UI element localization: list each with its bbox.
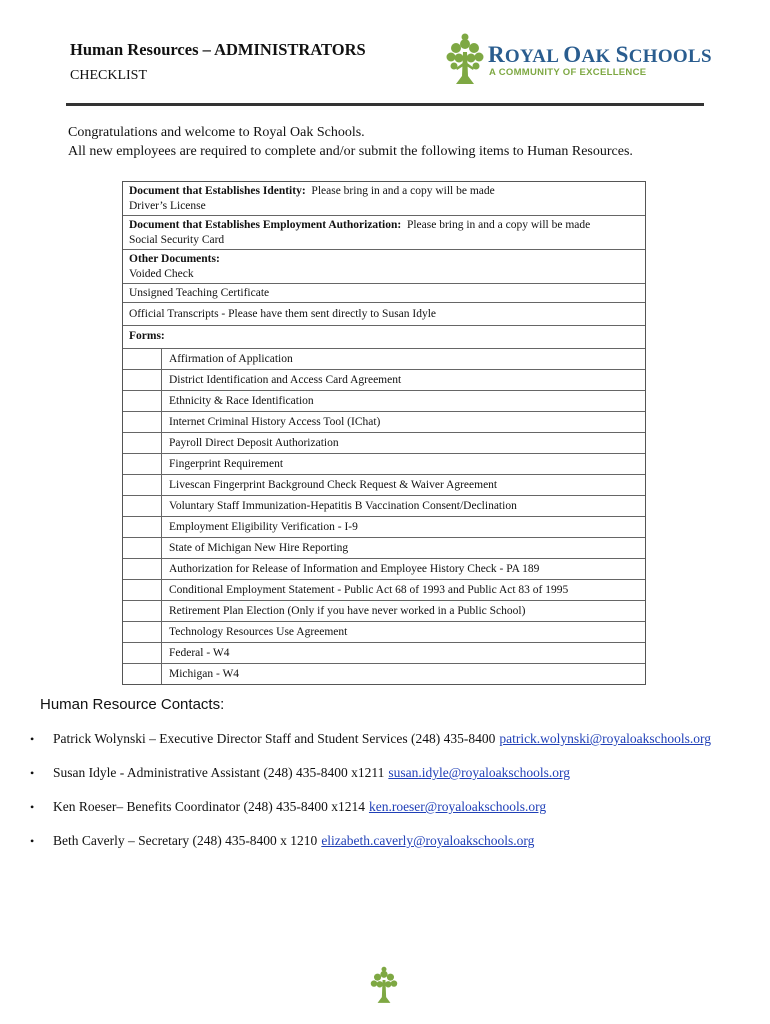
- form-row: [123, 558, 645, 579]
- page-subtitle: CHECKLIST: [70, 68, 147, 83]
- contact-email-link[interactable]: patrick.wolynski@royaloakschools.org: [499, 731, 711, 746]
- form-row: [123, 348, 645, 369]
- form-checkbox-cell[interactable]: [123, 349, 162, 369]
- form-label: Technology Resources Use Agreement: [169, 626, 348, 638]
- page-title: Human Resources – ADMINISTRATORS: [70, 40, 366, 59]
- checklist-table: [122, 181, 646, 685]
- intro-text: [68, 123, 633, 161]
- form-row: [123, 411, 645, 432]
- form-label: Livescan Fingerprint Background Check Request & Waiver Agreement: [169, 479, 498, 491]
- form-checkbox-cell[interactable]: [123, 496, 162, 516]
- form-checkbox-cell[interactable]: [123, 601, 162, 621]
- form-checkbox-cell[interactable]: [123, 664, 162, 684]
- form-row: [123, 390, 645, 411]
- form-checkbox-cell[interactable]: [123, 517, 162, 537]
- form-label: Retirement Plan Election (Only if you have never worked in a Public School): [169, 605, 526, 617]
- form-checkbox-cell[interactable]: [123, 391, 162, 411]
- identity-row: [123, 182, 645, 215]
- form-checkbox-cell[interactable]: [123, 559, 162, 579]
- form-row: [123, 642, 645, 663]
- form-label: Payroll Direct Deposit Authorization: [169, 437, 339, 449]
- form-row: [123, 621, 645, 642]
- form-row: [123, 474, 645, 495]
- footer-tree-icon: [369, 965, 399, 1005]
- contact-item: [30, 833, 534, 849]
- tree-icon: [444, 32, 486, 86]
- bullet-icon: •: [30, 834, 35, 848]
- form-label: Fingerprint Requirement: [169, 458, 284, 470]
- form-checkbox-cell[interactable]: [123, 643, 162, 663]
- form-label: Affirmation of Application: [169, 353, 293, 365]
- identity-heading: Document that Establishes Identity:: [129, 185, 306, 197]
- contact-email-link[interactable]: susan.idyle@royaloakschools.org: [388, 765, 571, 780]
- form-row: [123, 432, 645, 453]
- authorization-row: [123, 215, 645, 249]
- form-label: Employment Eligibility Verification - I-9: [169, 521, 358, 533]
- royal-oak-schools-logo: [444, 32, 712, 88]
- authorization-heading: Document that Establishes Employment Authorization:: [129, 219, 402, 231]
- form-checkbox-cell[interactable]: [123, 580, 162, 600]
- forms-heading-row: [123, 325, 645, 348]
- identity-note: Please bring in and a copy will be made: [311, 185, 495, 197]
- forms-heading: Forms:: [129, 330, 165, 342]
- contact-item: [30, 799, 546, 815]
- form-row: [123, 516, 645, 537]
- form-label: Conditional Employment Statement - Public Act 68 of 1993 and Public Act 83 of 1995: [169, 584, 569, 596]
- form-row: [123, 579, 645, 600]
- authorization-document: Social Security Card: [129, 234, 225, 246]
- form-row: [123, 495, 645, 516]
- bullet-icon: •: [30, 732, 35, 746]
- forms-list: [123, 348, 645, 684]
- intro-line-2: All new employees are required to complete and/or submit the following items to Human Resources.: [68, 144, 633, 159]
- form-checkbox-cell[interactable]: [123, 475, 162, 495]
- header-divider: [66, 103, 704, 106]
- form-label: Federal - W4: [169, 647, 230, 659]
- contact-text: Ken Roeser– Benefits Coordinator (248) 435-8400 x1214: [53, 799, 365, 814]
- other-document-item: Unsigned Teaching Certificate: [129, 287, 270, 299]
- form-label: District Identification and Access Card Agreement: [169, 374, 402, 386]
- authorization-note: Please bring in and a copy will be made: [406, 219, 591, 231]
- form-row: [123, 369, 645, 390]
- form-label: Voluntary Staff Immunization-Hepatitis B Vaccination Consent/Declination: [169, 500, 517, 512]
- identity-document: Driver’s License: [129, 200, 206, 212]
- form-row: [123, 600, 645, 621]
- contact-item: [30, 765, 570, 781]
- form-row: [123, 453, 645, 474]
- form-checkbox-cell[interactable]: [123, 538, 162, 558]
- intro-line-1: Congratulations and welcome to Royal Oak Schools.: [68, 125, 365, 140]
- form-checkbox-cell[interactable]: [123, 454, 162, 474]
- form-row: [123, 663, 645, 684]
- bullet-icon: •: [30, 766, 35, 780]
- bullet-icon: •: [30, 800, 35, 814]
- contacts-heading: Human Resource Contacts:: [40, 696, 225, 713]
- contact-text: Beth Caverly – Secretary (248) 435-8400 x 1210: [53, 833, 318, 848]
- logo-tagline: A COMMUNITY OF EXCELLENCE: [489, 67, 647, 78]
- form-label: Internet Criminal History Access Tool (IChat): [169, 416, 381, 428]
- other-document-item: Voided Check: [129, 268, 194, 280]
- other-documents-heading: Other Documents:: [129, 253, 220, 265]
- other-document-row: [123, 283, 645, 302]
- contact-text: Patrick Wolynski – Executive Director Staff and Student Services (248) 435-8400: [53, 731, 496, 746]
- form-checkbox-cell[interactable]: [123, 433, 162, 453]
- form-label: Ethnicity & Race Identification: [169, 395, 314, 407]
- form-label: Authorization for Release of Information and Employee History Check - PA 189: [169, 563, 540, 575]
- contact-email-link[interactable]: elizabeth.caverly@royaloakschools.org: [321, 833, 535, 848]
- form-row: [123, 537, 645, 558]
- form-label: State of Michigan New Hire Reporting: [169, 542, 349, 554]
- logo-name: ROYAL OAK SCHOOLS: [488, 42, 712, 67]
- contact-email-link[interactable]: ken.roeser@royaloakschools.org: [368, 799, 547, 814]
- contact-item: [30, 731, 711, 747]
- other-document-item: Official Transcripts - Please have them sent directly to Susan Idyle: [129, 308, 437, 320]
- contact-text: Susan Idyle - Administrative Assistant (248) 435-8400 x1211: [53, 765, 385, 780]
- other-documents-row: [123, 249, 645, 283]
- form-label: Michigan - W4: [169, 668, 240, 680]
- other-document-row: [123, 302, 645, 325]
- form-checkbox-cell[interactable]: [123, 622, 162, 642]
- form-checkbox-cell[interactable]: [123, 412, 162, 432]
- form-checkbox-cell[interactable]: [123, 370, 162, 390]
